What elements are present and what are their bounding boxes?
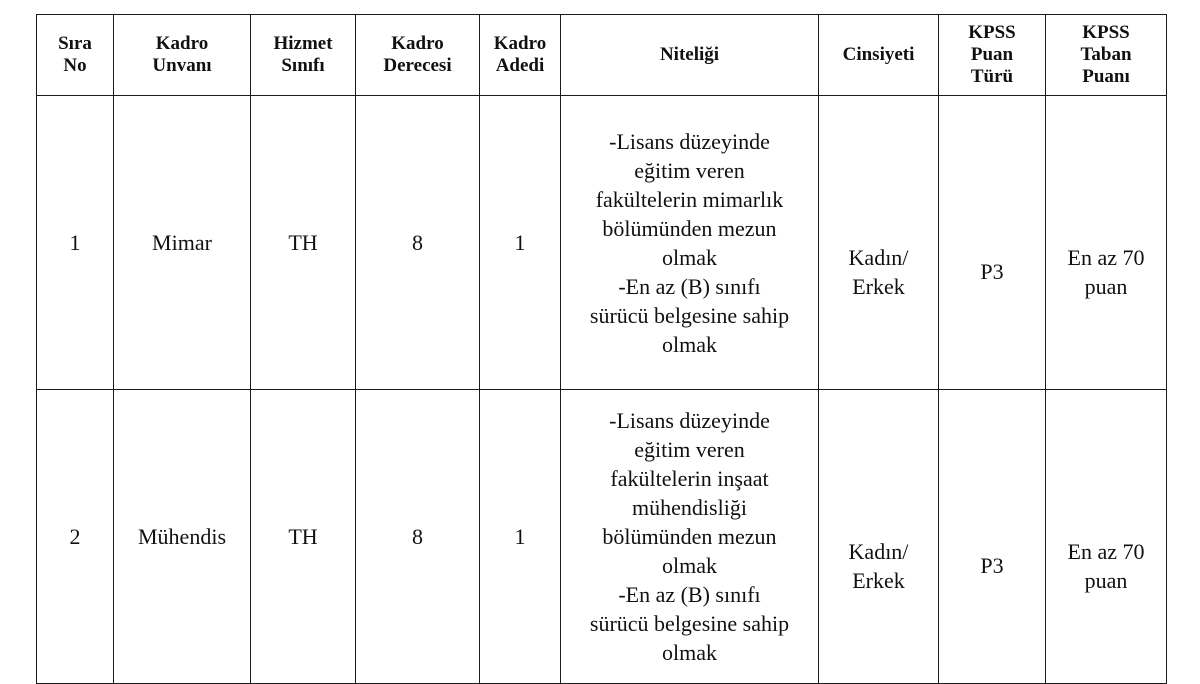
- header-kadro-adedi: Kadro Adedi: [480, 15, 561, 96]
- cell-kadro-unvani: Mimar: [114, 96, 251, 390]
- cell-hizmet-sinifi: TH: [251, 96, 356, 390]
- header-sira-no: Sıra No: [37, 15, 114, 96]
- table-row: [37, 390, 1167, 684]
- header-kpss-puan-turu: KPSS Puan Türü: [939, 15, 1046, 96]
- header-hizmet-sinifi: Hizmet Sınıfı: [251, 15, 356, 96]
- cell-hizmet-sinifi: TH: [251, 390, 356, 684]
- cell-kadro-unvani: Mühendis: [114, 390, 251, 684]
- cell-cinsiyeti: Kadın/ Erkek: [819, 96, 939, 390]
- table-row: [37, 96, 1167, 390]
- cell-cinsiyeti: Kadın/ Erkek: [819, 390, 939, 684]
- header-kpss-taban-puani: KPSS Taban Puanı: [1046, 15, 1167, 96]
- cell-kadro-adedi: 1: [480, 96, 561, 390]
- header-kadro-derecesi: Kadro Derecesi: [356, 15, 480, 96]
- cell-kpss-puan-turu: P3: [939, 96, 1046, 390]
- cell-sira-no: 2: [37, 390, 114, 684]
- header-niteligi: Niteliği: [561, 15, 819, 96]
- cell-kadro-derecesi: 8: [356, 96, 480, 390]
- cell-sira-no: 1: [37, 96, 114, 390]
- cell-niteligi: -Lisans düzeyinde eğitim veren fakültelerin inşaat mühendisliği bölümünden mezun olmak -En az (B) sınıfı sürücü belgesine sahip olmak: [561, 390, 819, 684]
- cell-kpss-puan-turu: P3: [939, 390, 1046, 684]
- cell-kpss-taban-puani: En az 70 puan: [1046, 96, 1167, 390]
- cell-kadro-derecesi: 8: [356, 390, 480, 684]
- cell-kadro-adedi: 1: [480, 390, 561, 684]
- cell-niteligi: -Lisans düzeyinde eğitim veren fakültelerin mimarlık bölümünden mezun olmak -En az (B) sınıfı sürücü belgesine sahip olmak: [561, 96, 819, 390]
- cell-kpss-taban-puani: En az 70 puan: [1046, 390, 1167, 684]
- header-kadro-unvani: Kadro Unvanı: [114, 15, 251, 96]
- header-cinsiyeti: Cinsiyeti: [819, 15, 939, 96]
- kadro-table: [36, 14, 1167, 684]
- header-row: [37, 15, 1167, 96]
